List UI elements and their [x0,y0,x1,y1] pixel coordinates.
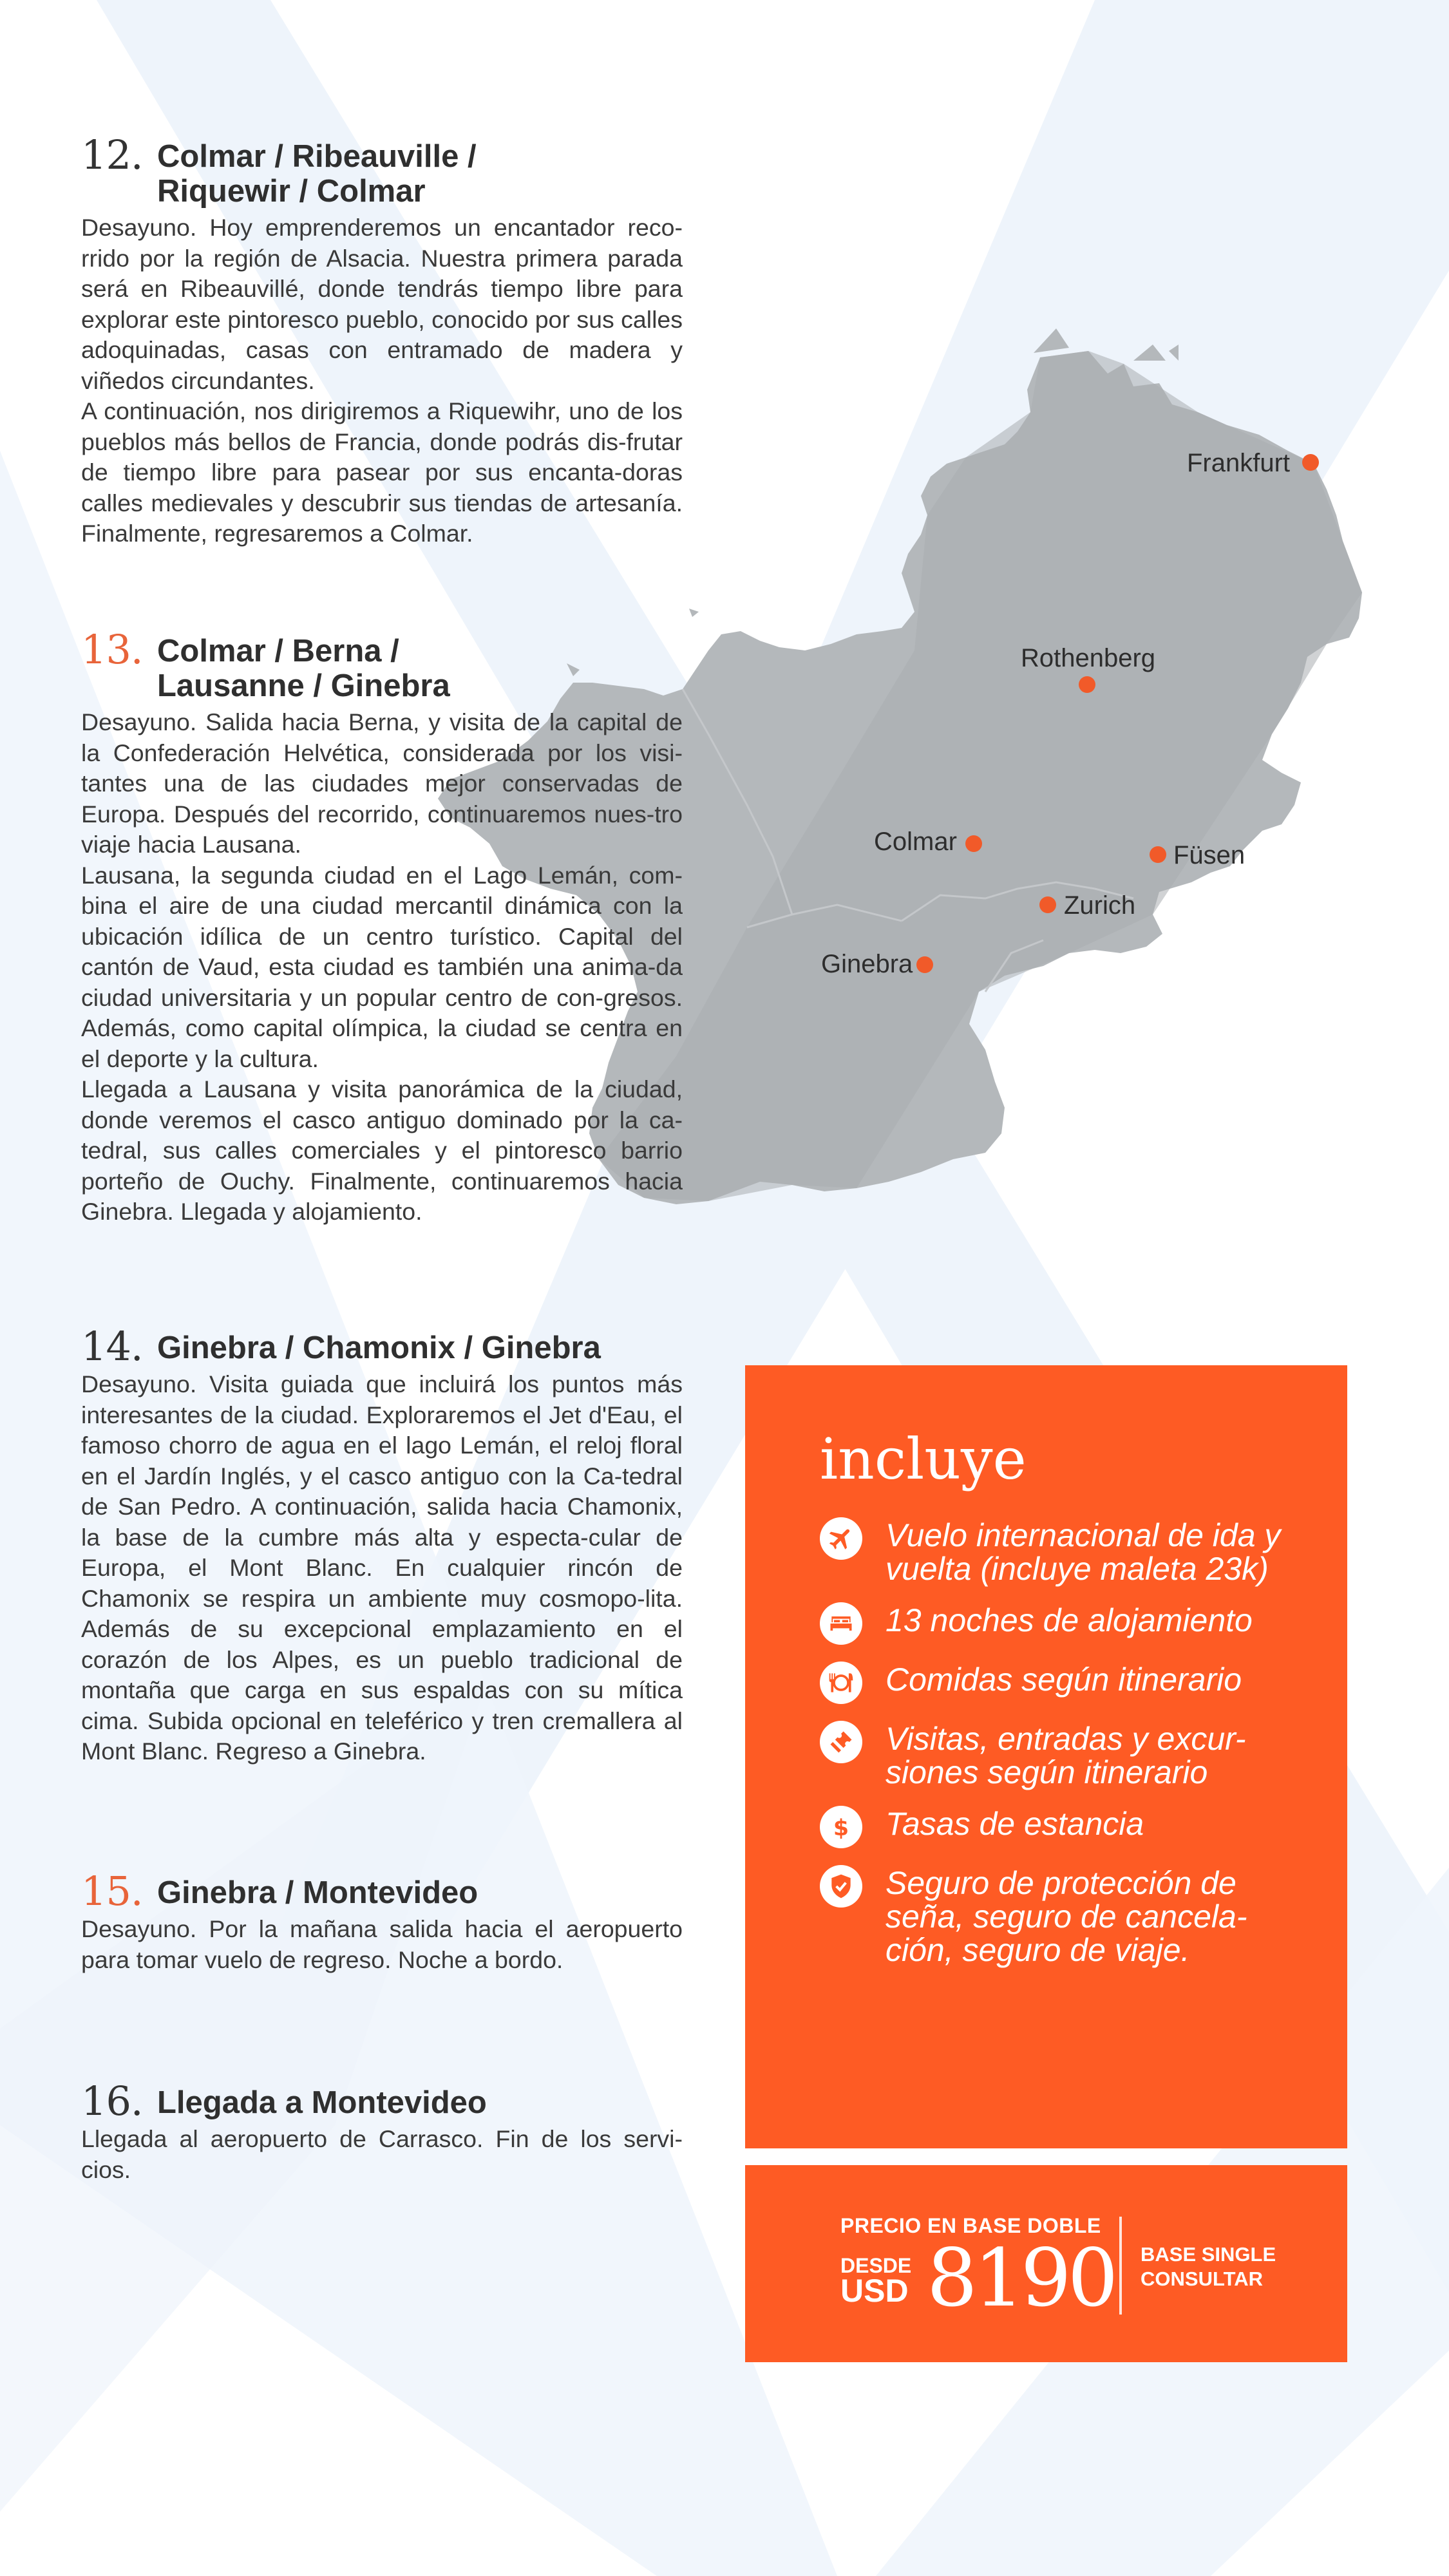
city-label-ginebra: Ginebra [821,950,913,978]
city-dot-rothenberg [1079,676,1095,693]
includes-item [820,1807,1283,1848]
price-amount: 8190 [927,2232,1115,2325]
shield-check-icon [820,1865,862,1908]
day-number: 15. [81,1868,143,1915]
day-description [81,707,683,1227]
day-title: Colmar / Berna / Lausanne / Ginebra [157,634,450,703]
itinerary-day-14 [81,1323,683,1767]
price-divider [1119,2217,1122,2315]
day-paragraph: Desayuno. Salida hacia Berna, y visita de la capital de la Confederación Helvética, considerada por los visi-tantes una de las ciudades mejor conservadas de Europa. Después del recorrido, continuaremos nues-tro viaje hacia Lausana. [81,708,683,858]
includes-item-text: Visitas, entradas y excur-siones según itinerario [886,1721,1246,1790]
day-title: Llegada a Montevideo [157,2085,487,2120]
day-title: Colmar / Ribeauville / Riquewir / Colmar [157,139,477,209]
base-single-note [1141,2242,1276,2291]
city-label-zurich: Zurich [1064,891,1136,920]
includes-item-text: Seguro de protección de seña, seguro de cancela-ción, seguro de viaje. [886,1865,1247,1968]
price-currency: USD [840,2273,909,2309]
includes-item-text: 13 noches de alojamiento [886,1602,1253,1638]
itinerary-day-13 [81,626,683,1227]
svg-text:$: $ [833,1815,849,1841]
includes-list [820,1519,1283,1985]
ticket-icon [820,1721,862,1763]
city-label-frankfurt: Frankfurt [1187,449,1291,477]
day-description [81,2124,683,2185]
includes-item [820,1866,1283,1967]
includes-title: incluye [820,1426,1027,1492]
day-paragraph: Llegada al aeropuerto de Carrasco. Fin de los servi-cios. [81,2125,683,2183]
day-paragraph: Desayuno. Hoy emprenderemos un encantador reco-rrido por la región de Alsacia. Nuestra primera parada será en Ribeauvillé, donde tendrás tiempo libre para explorar este pintoresco pueblo, conocido por sus calles adoquinadas, casas con entramado de madera y viñedos circundantes. [81,214,683,394]
base-single-line: CONSULTAR [1141,2268,1263,2290]
city-label-colmar: Colmar [874,828,957,856]
city-label-fusen: Füsen [1173,841,1245,869]
day-paragraph: A continuación, nos dirigiremos a Riquewihr, uno de los pueblos más bellos de Francia, donde podrás dis-frutar de tiempo libre para pasear por sus encanta-doras calles medievales y descubrir sus tiendas de artesanía. Finalmente, regresaremos a Colmar. [81,397,683,547]
price-label: PRECIO EN BASE DOBLE [840,2214,1101,2237]
day-number: 13. [81,626,143,673]
city-label-rothenberg: Rothenberg [1021,644,1156,672]
dollar-icon [820,1806,862,1848]
day-paragraph: Desayuno. Por la mañana salida hacia el aeropuerto para tomar vuelo de regreso. Noche a bordo. [81,1915,683,1973]
itinerary-day-16 [81,2078,683,2185]
bed-icon [820,1602,862,1645]
city-dot-fusen [1150,846,1166,863]
day-title: Ginebra / Chamonix / Ginebra [157,1331,601,1365]
price-box [745,2165,1347,2362]
day-description [81,213,683,549]
includes-item [820,1604,1283,1645]
includes-item-text: Vuelo internacional de ida y vuelta (incluye maleta 23k) [886,1517,1281,1587]
includes-item [820,1722,1283,1789]
includes-item [820,1663,1283,1704]
day-paragraph: Desayuno. Visita guiada que incluirá los puntos más interesantes de la ciudad. Exploraremos el Jet d'Eau, el famoso chorro de agua en el lago Lemán, el reloj floral en el Jardín Inglés, y el casco antiguo con la Ca-tedral de San Pedro. A continuación, salida hacia Chamonix, la base de la cumbre más alta y especta-cular de Europa, el Mont Blanc. En cualquier rincón de Chamonix se respira un ambiente muy cosmopo-lita. Además de su excepcional emplazamiento en el corazón de los Alpes, es un pueblo tradicional de montaña que carga en sus espaldas con su mítica cima. Subida opcional en teleférico y tren cremallera al Mont Blanc. Regreso a Ginebra. [81,1370,683,1765]
day-number: 14. [81,1323,143,1370]
itinerary-day-12 [81,131,683,549]
day-description [81,1914,683,1975]
city-dot-ginebra [916,956,933,973]
day-paragraph: Llegada a Lausana y visita panorámica de la ciudad, donde veremos el casco antiguo dominado por la ca-tedral, sus calles comerciales y el pintoresco barrio porteño de Ouchy. Finalmente, continuaremos hacia Ginebra. Llegada y alojamiento. [81,1075,683,1225]
includes-box [745,1365,1347,2148]
day-number: 12. [81,131,143,178]
airplane-icon [820,1517,862,1560]
price-from: DESDE [840,2254,912,2277]
city-dot-frankfurt [1302,454,1319,471]
itinerary-day-15 [81,1868,683,1975]
includes-item [820,1519,1283,1586]
day-title: Ginebra / Montevideo [157,1875,478,1910]
city-dot-colmar [965,835,982,852]
includes-item-text: Tasas de estancia [886,1806,1144,1842]
city-dot-zurich [1039,896,1056,913]
day-number: 16. [81,2078,143,2125]
includes-item-text: Comidas según itinerario [886,1662,1242,1698]
day-description [81,1369,683,1767]
base-single-line: BASE SINGLE [1141,2243,1276,2266]
meal-icon [820,1662,862,1704]
day-paragraph: Lausana, la segunda ciudad en el Lago Lemán, com-bina el aire de una ciudad mercantil dinámica con la ubicación idílica de un centro turístico. Capital del cantón de Vaud, esta ciudad es también una anima-da ciudad universitaria y un popular centro de con-gresos. Además, como capital olímpica, la ciudad se centra en el deporte y la cultura. [81,861,683,1072]
